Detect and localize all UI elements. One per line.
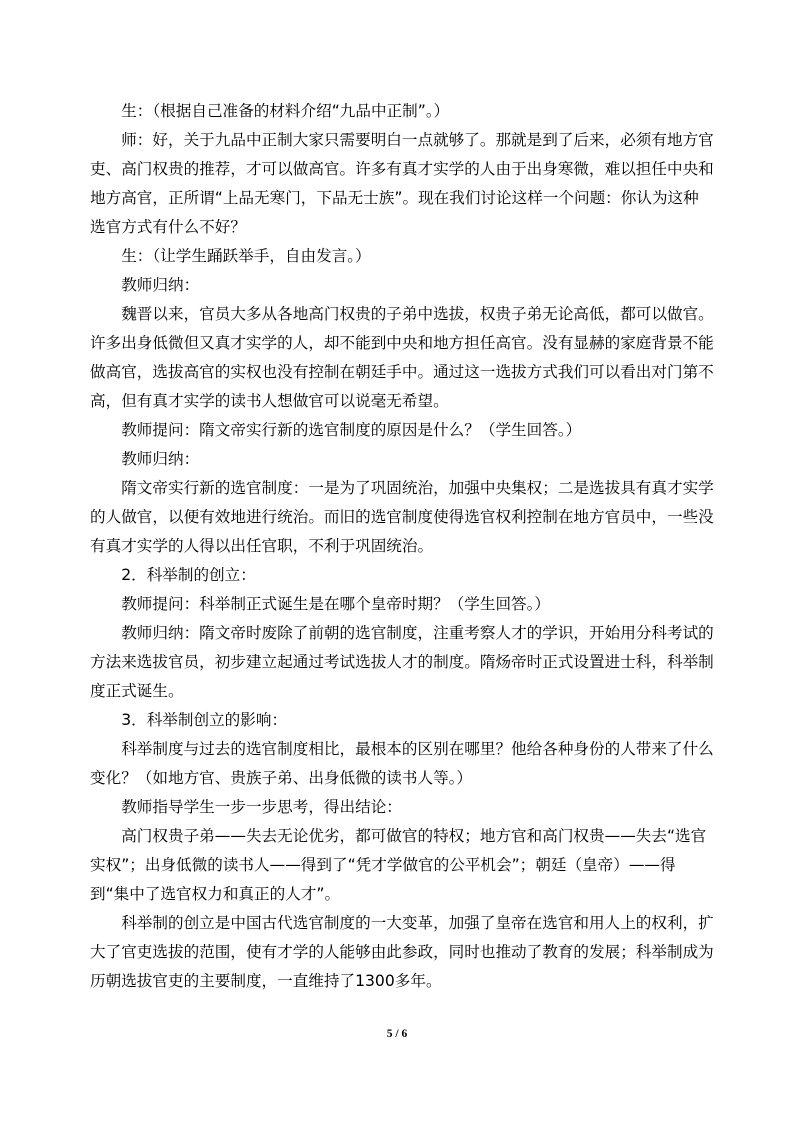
paragraph-conclusion-list: 高门权贵子弟——失去无论优劣，都可做官的特权；地方官和高门权贵——失去“选官实权”；出身低微的读书人——得到了“凭才学做官的公平机会”；朝廷（皇帝）——得到“集中了选官权力和真正的人才”。 [90,827,707,903]
paragraph-keju-significance: 科举制的创立是中国古代选官制度的一大变革，加强了皇帝在选官和用人上的权利，扩大了官吏选拔的范围，使有才学的人能够由此参政，同时也推动了教育的发展；科举制成为历朝选拔官吏的主要制度，一直维持了1300多年。 [90,914,714,990]
paragraph-teacher-explanation: 师：好，关于九品中正制大家只需要明白一点就够了。那就是到了后来，必须有地方官吏、高门权贵的推荐，才可以做高官。许多有真才实学的人由于出身寒微，难以担任中央和地方高官，正所谓“上品无寒门，下品无士族”。现在我们讨论这样一个问题：你认为这种选官方式有什么不好？ [90,131,714,236]
paragraph-student-intro: 生：（根据自己准备的材料介绍“九品中正制”。） [121,102,450,120]
paragraph-teacher-guidance: 教师指导学生一步一步思考，得出结论： [121,798,402,816]
section-heading-3: 3．科举制创立的影响： [121,711,288,729]
paragraph-sui-reason-summary: 隋文帝实行新的选官制度：一是为了巩固统治，加强中央集权；二是选拔具有真才实学的人做官，以便有效地进行统治。而旧的选官制度使得选官权利控制在地方官员中，一些没有真才实学的人得以出任官职，不利于巩固统治。 [90,479,714,555]
document-body [90,97,714,996]
page-number: 5 / 6 [386,1028,408,1040]
paragraph-teacher-question-1: 教师提问：隋文帝实行新的选官制度的原因是什么？（学生回答。） [121,421,582,439]
paragraph-teacher-summary-label-2: 教师归纳： [121,450,200,468]
paragraph-comparison-question: 科举制度与过去的选官制度相比，最根本的区别在哪里？他给各种身份的人带来了什么变化？（如地方官、贵族子弟、出身低微的读书人等。） [90,740,714,787]
paragraph-student-discussion: 生：（让学生踊跃举手，自由发言。） [121,247,371,265]
paragraph-keju-founding-summary: 教师归纳：隋文帝时废除了前朝的选官制度，注重考察人才的学识，开始用分科考试的方法来选拔官员，初步建立起通过考试选拔人才的制度。隋炀帝时正式设置进士科，科举制度正式诞生。 [90,624,714,700]
paragraph-teacher-summary-label-1: 教师归纳： [121,276,200,294]
paragraph-wei-jin-summary: 魏晋以来，官员大多从各地高门权贵的子弟中选拔，权贵子弟无论高低，都可以做官。许多出身低微但又真才实学的人，却不能到中央和地方担任高官。没有显赫的家庭背景不能做高官，选拔高官的实权也没有控制在朝廷手中。通过这一选拔方式我们可以看出对门第不高，但有真才实学的读书人想做官可以说毫无希望。 [90,305,714,410]
paragraph-teacher-question-2: 教师提问：科举制正式诞生是在哪个皇帝时期？（学生回答。） [121,595,551,613]
section-heading-2: 2．科举制的创立： [121,566,256,584]
